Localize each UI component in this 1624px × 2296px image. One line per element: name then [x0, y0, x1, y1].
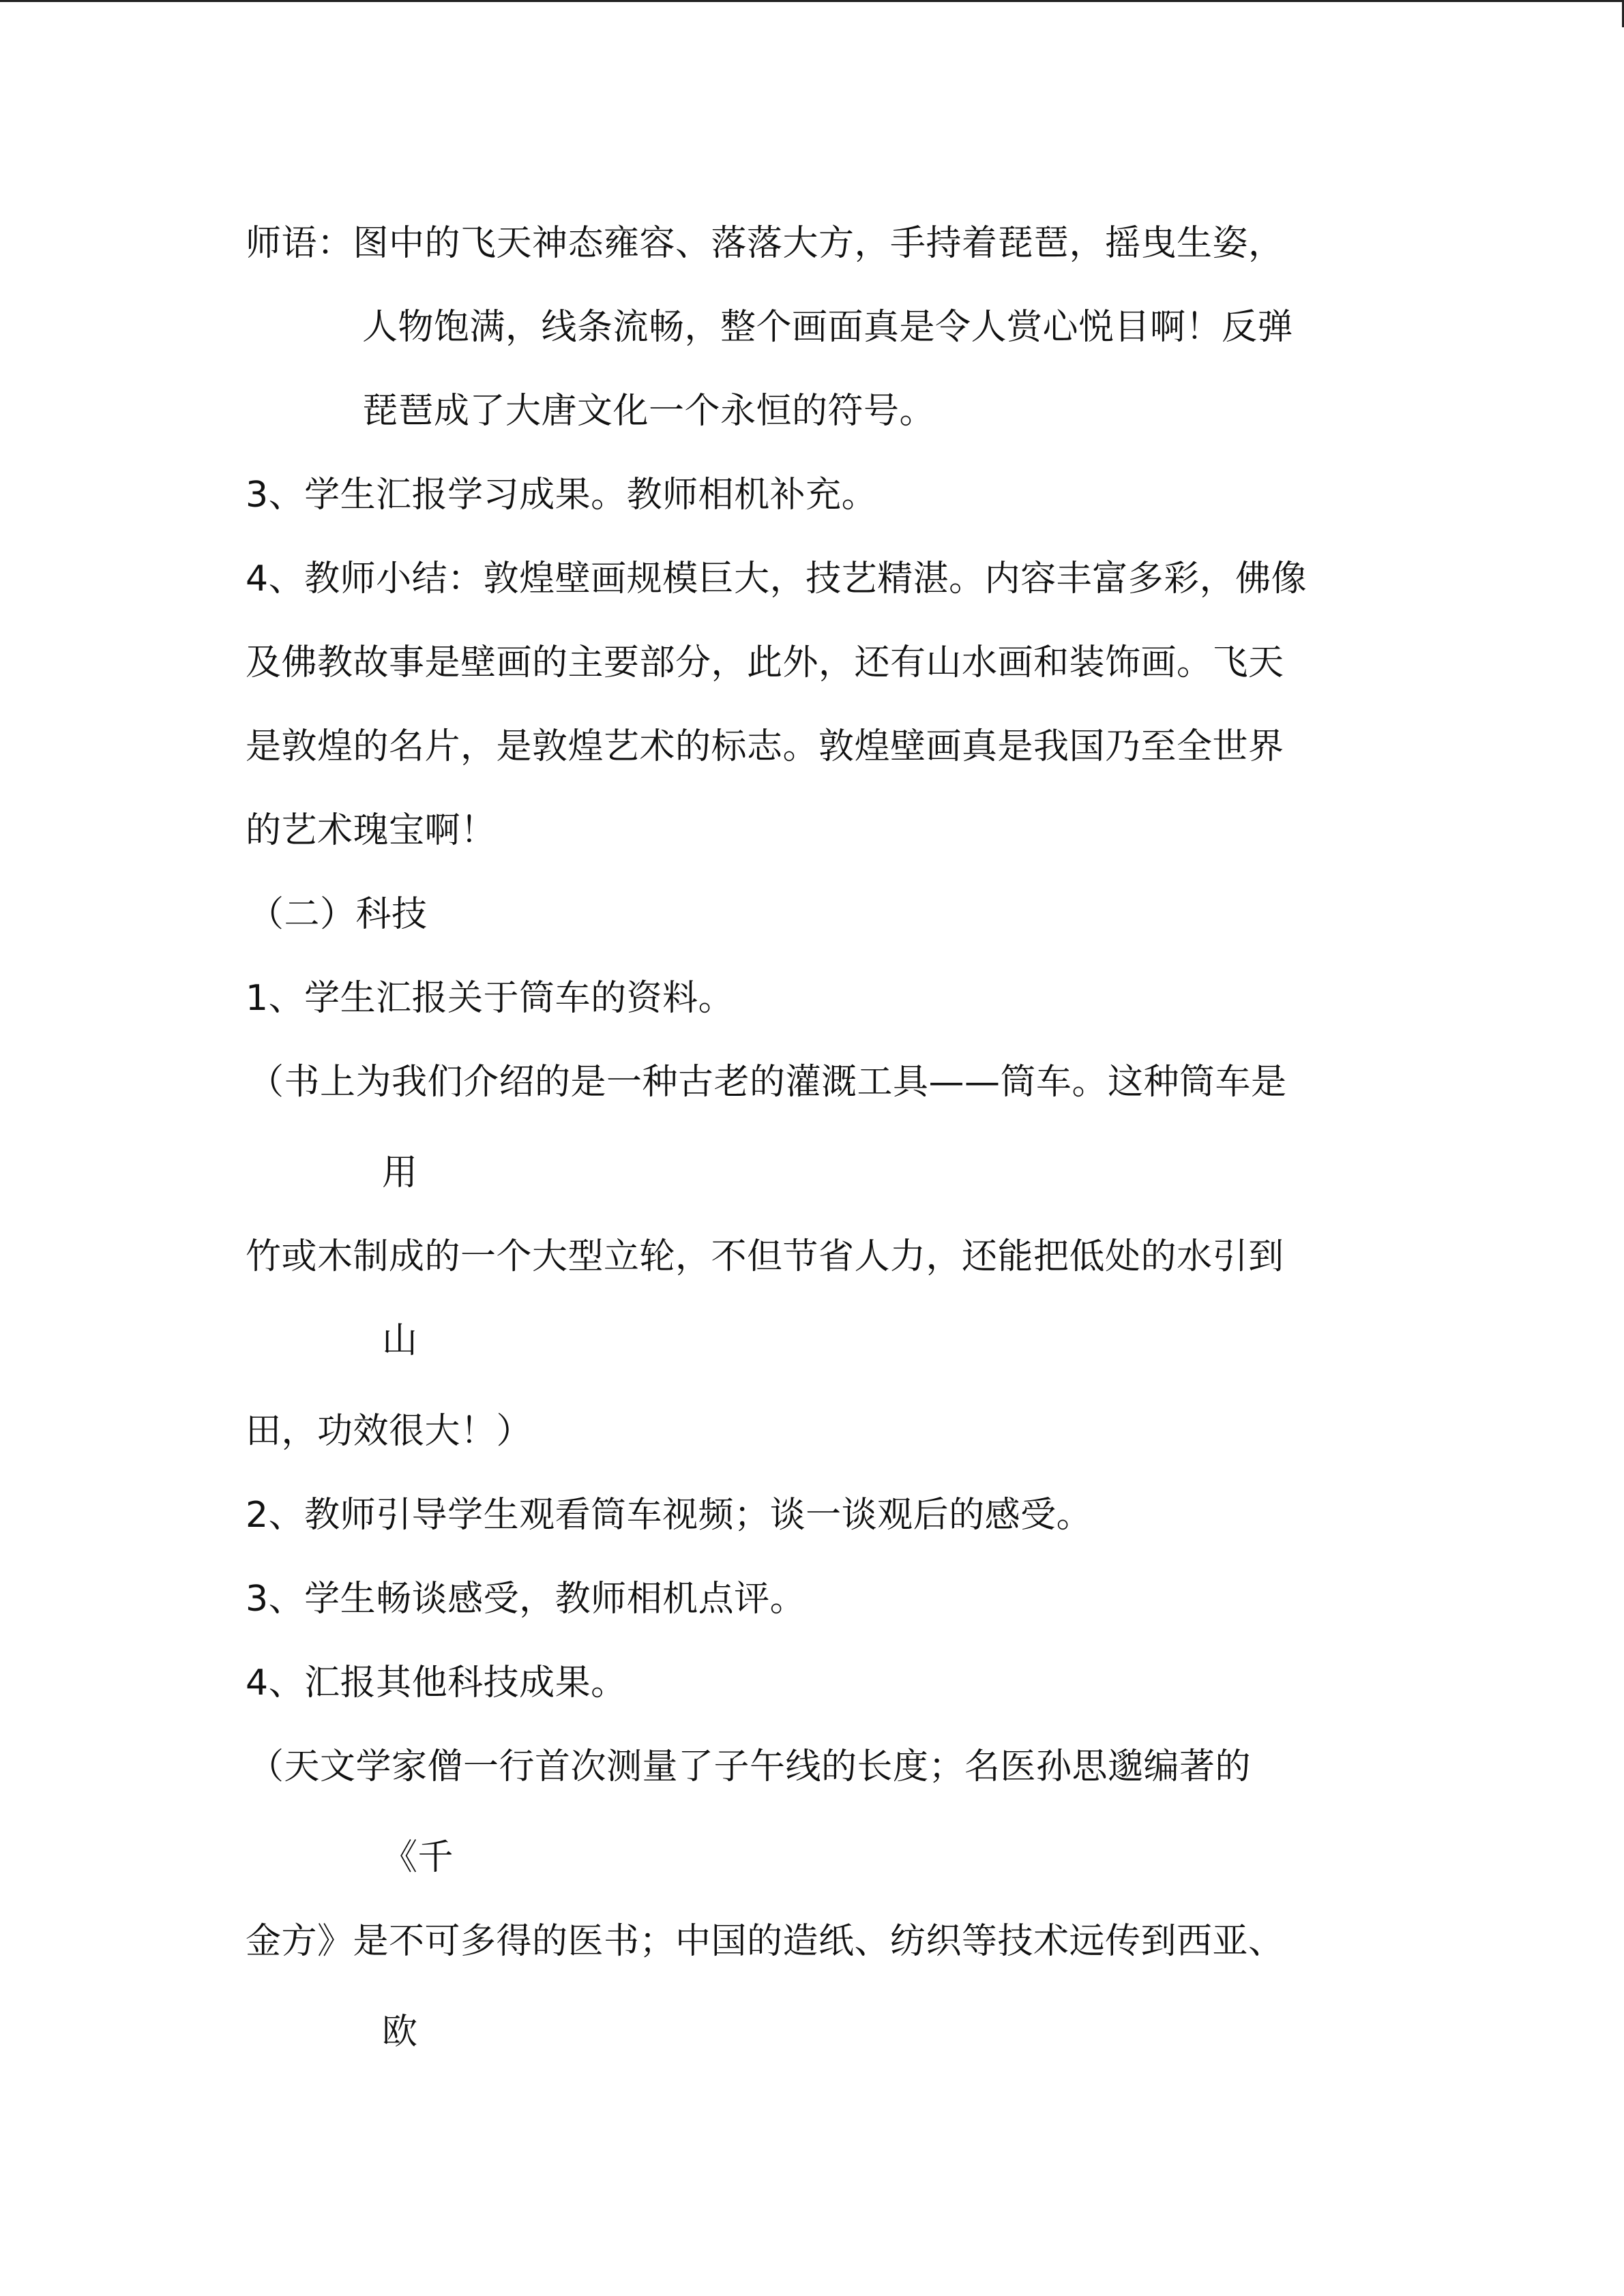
text-line-2: 人物饱满，线条流畅，整个画面真是令人赏心悦目啊！反弹	[362, 307, 1294, 348]
text-line-8: 的艺术瑰宝啊！	[246, 810, 497, 851]
text-line-15: 田，功效很大！）	[246, 1411, 533, 1452]
text-line-1: 师语：图中的飞天神态雍容、落落大方，手持着琵琶，摇曳生姿，	[246, 223, 1284, 264]
text-line-22: 欧	[382, 2012, 418, 2053]
text-line-11: （书上为我们介绍的是一种古老的灌溉工具——筒车。这种筒车是	[248, 1062, 1287, 1103]
section-heading: （二）科技	[248, 894, 428, 935]
text-line-18: 4、汇报其他科技成果。	[246, 1663, 627, 1703]
text-line-4: 3、学生汇报学习成果。教师相机补充。	[246, 475, 878, 516]
text-line-7: 是敦煌的名片，是敦煌艺术的标志。敦煌壁画真是我国乃至全世界	[246, 726, 1284, 767]
text-line-14: 山	[382, 1320, 418, 1361]
text-line-6: 及佛教故事是壁画的主要部分，此外，还有山水画和装饰画。飞天	[246, 642, 1284, 683]
text-line-5: 4、教师小结：敦煌壁画规模巨大，技艺精湛。内容丰富多彩，佛像	[246, 558, 1308, 599]
text-line-12: 用	[382, 1152, 418, 1193]
text-line-10: 1、学生汇报关于筒车的资料。	[246, 978, 735, 1019]
text-line-20: 《千	[382, 1837, 454, 1878]
text-line-3: 琵琶成了大唐文化一个永恒的符号。	[362, 391, 936, 432]
text-line-17: 3、学生畅谈感受，教师相机点评。	[246, 1579, 806, 1620]
text-line-19: （天文学家僧一行首次测量了子午线的长度；名医孙思邈编著的	[248, 1746, 1252, 1787]
text-line-21: 金方》是不可多得的医书；中国的造纸、纺织等技术远传到西亚、	[246, 1921, 1284, 1962]
text-line-16: 2、教师引导学生观看筒车视频；谈一谈观后的感受。	[246, 1495, 1093, 1536]
text-line-13: 竹或木制成的一个大型立轮，不但节省人力，还能把低处的水引到	[246, 1236, 1284, 1277]
